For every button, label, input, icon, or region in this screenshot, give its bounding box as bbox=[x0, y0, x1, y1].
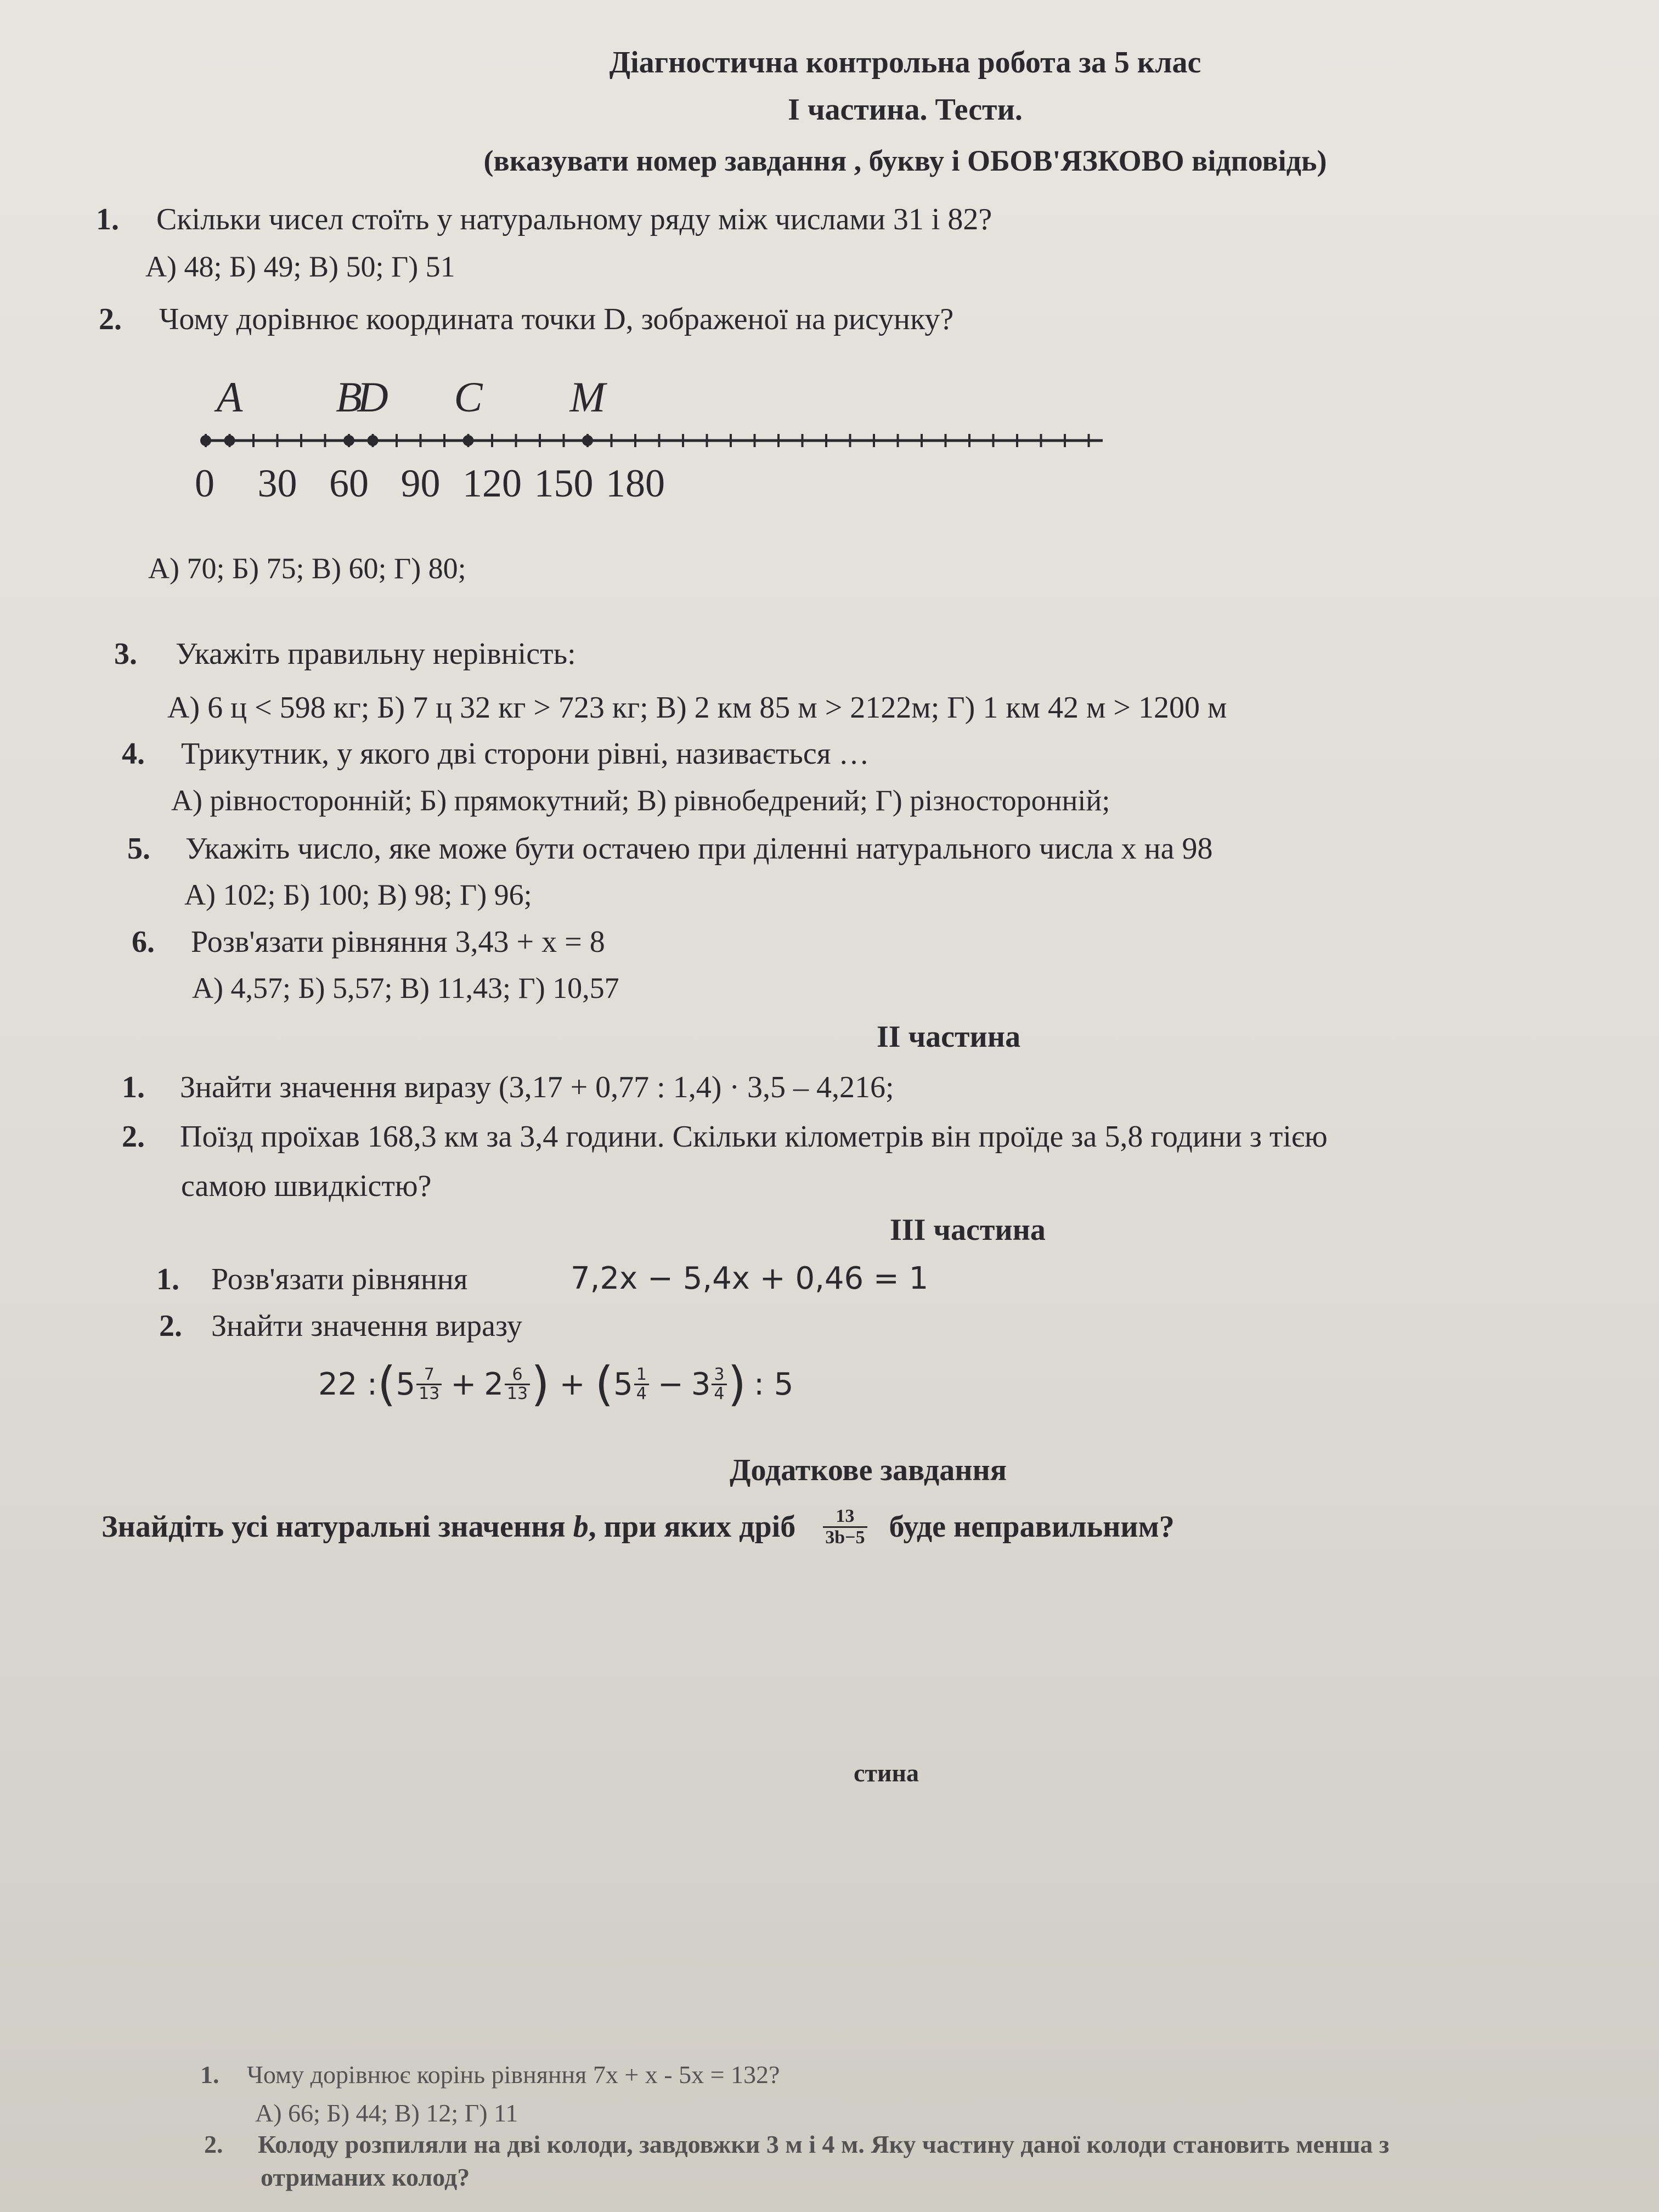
number-line-point-b bbox=[343, 435, 354, 446]
number-line-tick-label: 30 bbox=[257, 461, 297, 505]
q1-number: 1. bbox=[96, 202, 119, 236]
extra-task bbox=[101, 1497, 1175, 1557]
close-paren-1: ) bbox=[531, 1357, 550, 1412]
q5-options: А) 102; Б) 100; В) 98; Г) 96; bbox=[184, 878, 532, 911]
expr-lead: 22 : bbox=[318, 1366, 377, 1402]
number-line-point-label-c: C bbox=[454, 373, 483, 421]
document-title: Діагностична контрольна робота за 5 клас bbox=[609, 46, 1201, 80]
p3-q2-number: 2. bbox=[159, 1309, 182, 1343]
bottom-q1-options: А) 66; Б) 44; В) 12; Г) 11 bbox=[255, 2099, 518, 2127]
extra-fraction: $\frac{13}{3b-5}$ bbox=[823, 1506, 867, 1547]
fragment-heading: стина bbox=[854, 1759, 919, 1787]
expr-tail: : 5 bbox=[754, 1366, 794, 1402]
number-line-point-d bbox=[368, 435, 379, 446]
q6-options: А) 4,57; Б) 5,57; В) 11,43; Г) 10,57 bbox=[192, 972, 619, 1005]
expr-minus: − bbox=[657, 1366, 684, 1402]
q2-number: 2. bbox=[99, 302, 122, 336]
part1-title: І частина. Тести. bbox=[788, 93, 1023, 127]
q5-text: Укажіть число, яке може бути остачею при діленні натурального числа х на 98 bbox=[185, 832, 1213, 866]
expr-whole-2: 2 bbox=[484, 1366, 504, 1402]
number-line-tick-label: 60 bbox=[329, 461, 369, 505]
q3-number: 3. bbox=[114, 637, 137, 671]
expr-plus-2: + bbox=[559, 1366, 585, 1402]
number-line-origin-dot bbox=[200, 435, 211, 446]
q3-options: А) 6 ц < 598 кг; Б) 7 ц 32 кг > 723 кг; В) 2 км 85 м > 2122м; Г) 1 км 42 м > 1200 м bbox=[167, 691, 1227, 725]
open-paren-1: ( bbox=[377, 1357, 396, 1412]
expr-whole-4: 3 bbox=[691, 1366, 711, 1402]
q5-number: 5. bbox=[127, 832, 150, 866]
number-line-point-label-a: A bbox=[216, 373, 243, 421]
number-line-tick-label: 0 bbox=[195, 461, 215, 505]
p3-q1-text: Розв'язати рівняння bbox=[211, 1262, 468, 1296]
bottom-q2-line2: отриманих колод? bbox=[261, 2163, 470, 2191]
expr-fraction-3: $\frac{1}{4}$ bbox=[634, 1366, 649, 1402]
p2-q2-number: 2. bbox=[122, 1120, 145, 1154]
p3-expression bbox=[318, 1348, 793, 1420]
close-paren-2: ) bbox=[727, 1357, 747, 1412]
q4-options: А) рівносторонній; Б) прямокутний; В) рівнобедрений; Г) різносторонній; bbox=[171, 784, 1110, 817]
p3-q2-text: Знайти значення виразу bbox=[211, 1309, 522, 1343]
p2-q2-line2: самою швидкістю? bbox=[181, 1169, 432, 1203]
q4-text: Трикутник, у якого дві сторони рівні, називається … bbox=[181, 737, 870, 771]
number-line-point-label-b: B bbox=[336, 373, 362, 421]
p2-q2-line1: Поїзд проїхав 168,3 км за 3,4 години. Скільки кілометрів він проїде за 5,8 години з тією bbox=[180, 1120, 1328, 1154]
number-line-point-label-d: D bbox=[357, 373, 388, 421]
part3-title: ІІІ частина bbox=[890, 1213, 1046, 1247]
part2-title: ІІ частина bbox=[877, 1020, 1021, 1054]
open-paren-2: ( bbox=[595, 1357, 614, 1412]
q4-number: 4. bbox=[122, 737, 145, 771]
p3-q1-equation: 7,2x − 5,4x + 0,46 = 1 bbox=[571, 1261, 929, 1296]
number-line-point-c bbox=[463, 435, 474, 446]
number-line-tick-label: 180 bbox=[606, 461, 665, 505]
extra-title: Додаткове завдання bbox=[730, 1453, 1007, 1487]
q2-text: Чому дорівнює координата точки D, зображеної на рисунку? bbox=[159, 302, 954, 336]
expr-whole-1: 5 bbox=[396, 1366, 416, 1402]
q6-text: Розв'язати рівняння 3,43 + х = 8 bbox=[191, 925, 605, 959]
extra-variable: b bbox=[573, 1510, 589, 1544]
instruction: (вказувати номер завдання , букву і ОБОВ'ЯЗКОВО відповідь) bbox=[483, 144, 1327, 177]
q3-text: Укажіть правильну нерівність: bbox=[176, 637, 576, 671]
extra-text-middle: , при яких дріб bbox=[588, 1510, 796, 1544]
number-line-tick-label: 90 bbox=[400, 461, 441, 505]
bottom-q1-number: 1. bbox=[200, 2061, 219, 2089]
number-line-figure bbox=[176, 368, 1119, 527]
q1-options: А) 48; Б) 49; В) 50; Г) 51 bbox=[145, 250, 455, 283]
expr-fraction-1: $\frac{7}{13}$ bbox=[416, 1366, 442, 1402]
extra-text-after: буде неправильним? bbox=[889, 1510, 1175, 1544]
number-line-point-m bbox=[582, 435, 593, 446]
number-line-point-label-m: M bbox=[569, 373, 606, 421]
expr-whole-3: 5 bbox=[613, 1366, 633, 1402]
number-line-tick-label: 150 bbox=[534, 461, 594, 505]
number-line-tick-label: 120 bbox=[462, 461, 522, 505]
q1-text: Скільки чисел стоїть у натуральному ряду між числами 31 і 82? bbox=[156, 202, 992, 236]
bottom-q2-line1: Колоду розпиляли на дві колоди, завдовжки 3 м і 4 м. Яку частину даної колоди становить менша з bbox=[258, 2130, 1390, 2158]
p3-q1-number: 1. bbox=[156, 1262, 179, 1296]
bottom-q2-number: 2. bbox=[204, 2130, 223, 2158]
extra-text-before: Знайдіть усі натуральні значення bbox=[101, 1510, 566, 1544]
q2-options: А) 70; Б) 75; В) 60; Г) 80; bbox=[148, 552, 466, 585]
expr-fraction-2: $\frac{6}{13}$ bbox=[505, 1366, 530, 1402]
number-line-point-a bbox=[224, 435, 235, 446]
q6-number: 6. bbox=[132, 925, 155, 959]
expr-fraction-4: $\frac{3}{4}$ bbox=[712, 1366, 726, 1402]
bottom-q1-text: Чому дорівнює корінь рівняння 7х + х - 5х = 132? bbox=[247, 2061, 780, 2089]
p2-q1-text: Знайти значення виразу (3,17 + 0,77 : 1,4) · 3,5 – 4,216; bbox=[180, 1070, 894, 1104]
p2-q1-number: 1. bbox=[122, 1070, 145, 1104]
expr-plus-1: + bbox=[450, 1366, 477, 1402]
